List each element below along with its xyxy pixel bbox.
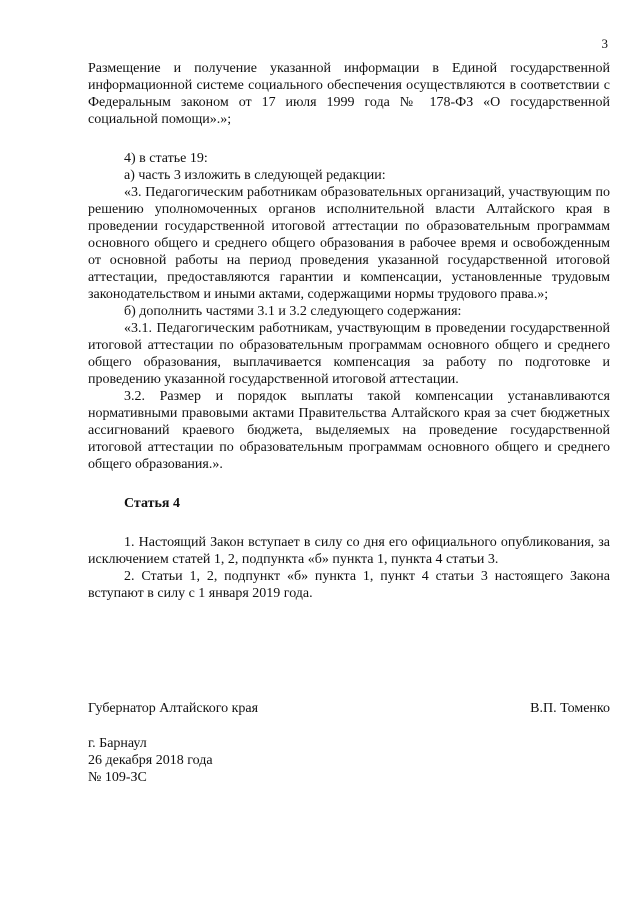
paragraph: 3.2. Размер и порядок выплаты такой компенсации устанавливаются нормативными правовыми актами Правительства Алтайского края за счет бюджетных ассигнований краевого бюджета, выделяемых на проведение государственной итоговой аттестации по образовательным программам основного общего и среднего общего образования.». xyxy=(88,389,610,472)
date: 26 декабря 2018 года xyxy=(88,753,213,768)
page-number: 3 xyxy=(601,36,608,51)
paragraph: 2. Статьи 1, 2, подпункт «б» пункта 1, пункт 4 статьи 3 настоящего Закона вступают в силу с 1 января 2019 года. xyxy=(88,569,610,601)
law-number: № 109-ЗС xyxy=(88,770,147,785)
paragraph: «3. Педагогическим работникам образовательных организаций, участвующим по решению уполномоченных органов исполнительной власти Алтайского края в проведении государственной итоговой аттестации по образовательным программам основного общего и среднего общего образования в рабочее время и освобожденным от основной работы на период проведения указанной государственной итоговой аттестации, предоставляются гарантии и компенсации, установленные трудовым законодательством и иными актами, содержащими нормы трудового права.»; xyxy=(88,185,610,302)
paragraph: 4) в статье 19: xyxy=(124,151,208,166)
paragraph: Размещение и получение указанной информации в Единой государственной информационной системе социального обеспечения осуществляются в соответствии с Федеральным законом от 17 июля 1999 года № 178-ФЗ «О государственной социальной помощи».»; xyxy=(88,61,610,127)
article-heading: Статья 4 xyxy=(124,496,180,511)
signature-block xyxy=(88,700,610,717)
signatory-name: В.П. Томенко xyxy=(530,701,610,716)
paragraph: 1. Настоящий Закон вступает в силу со дня его официального опубликования, за исключением статей 1, 2, подпункта «б» пункта 1, пункта 4 статьи 3. xyxy=(88,535,610,567)
paragraph: б) дополнить частями 3.1 и 3.2 следующего содержания: xyxy=(124,304,462,319)
paragraph: а) часть 3 изложить в следующей редакции: xyxy=(124,168,386,183)
paragraph: «3.1. Педагогическим работникам, участвующим в проведении государственной итоговой аттестации по образовательным программам основного общего и среднего общего образования, выплачивается компенсация за работу по подготовке и проведению указанной государственной итоговой аттестации. xyxy=(88,321,610,387)
signatory-title: Губернатор Алтайского края xyxy=(88,701,259,716)
document-body xyxy=(88,60,610,602)
city: г. Барнаул xyxy=(88,736,147,751)
place-date-block xyxy=(88,735,213,786)
